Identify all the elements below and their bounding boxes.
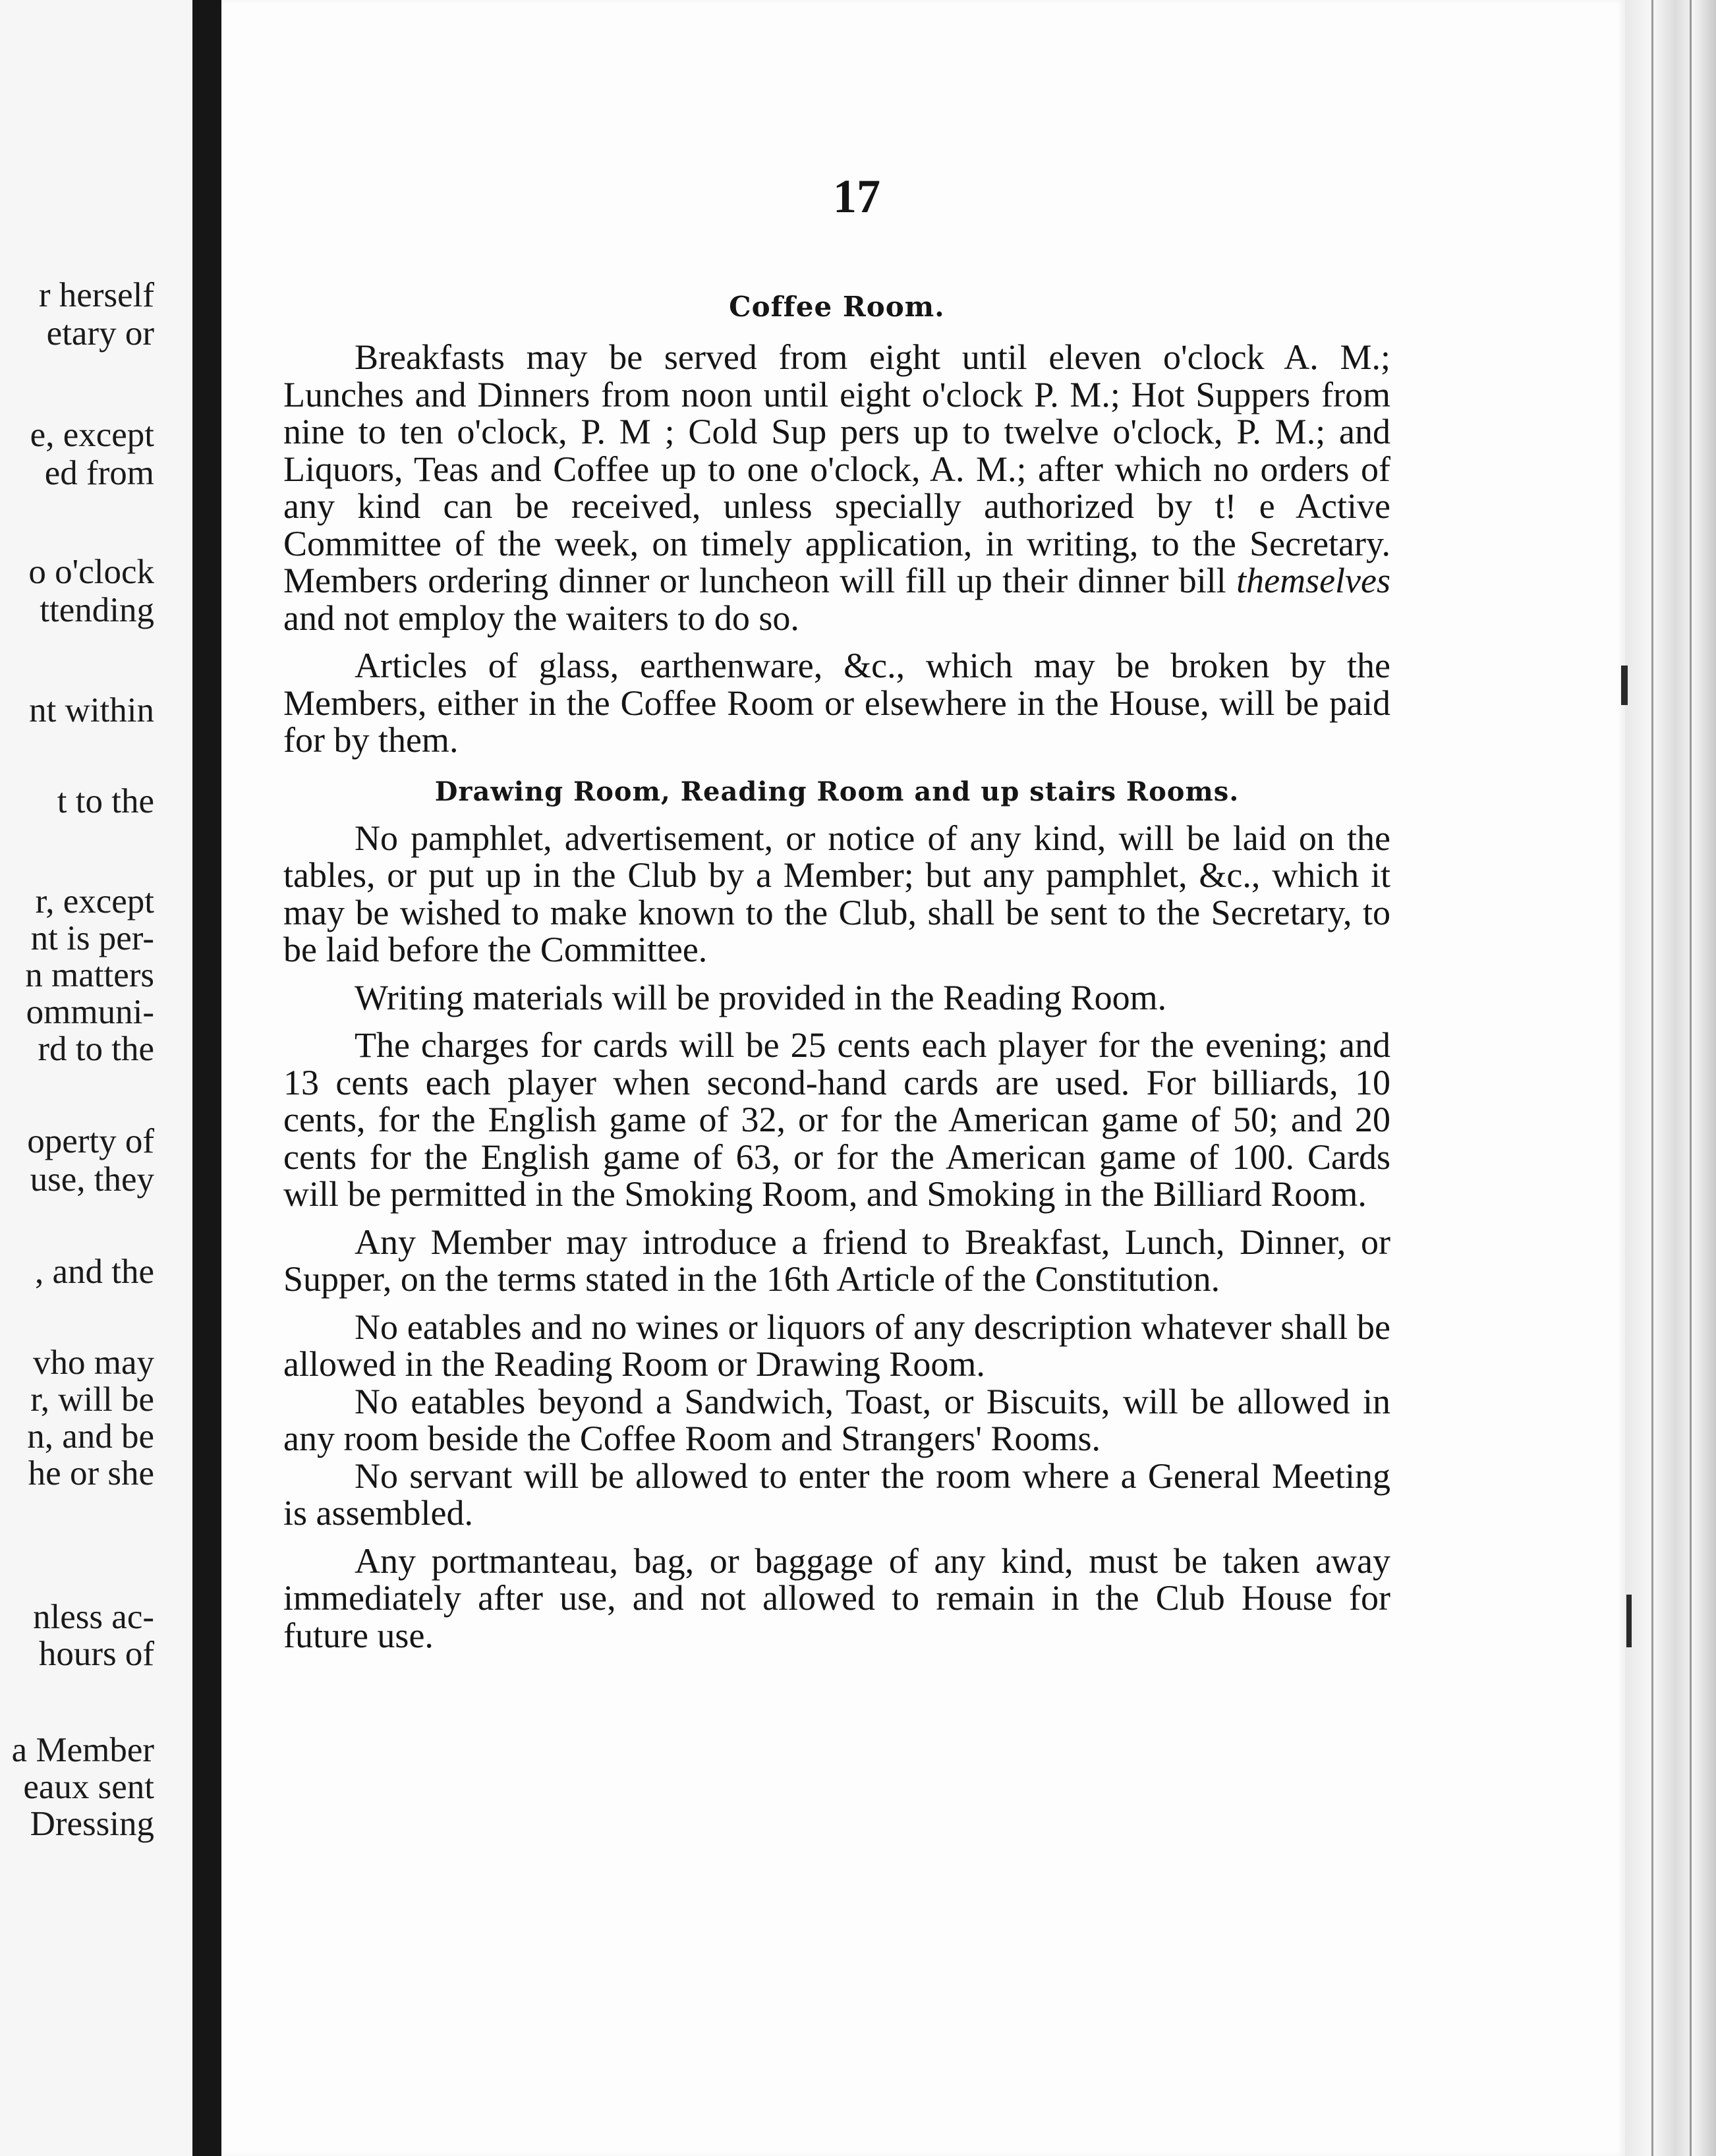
page-edge-line (1690, 0, 1692, 2156)
margin-mark (1621, 666, 1628, 705)
left-page-fragment: ommuni- (26, 993, 154, 1031)
left-page-fragment: t to the (57, 782, 154, 820)
left-page-fragment: r herself (38, 276, 154, 314)
left-page-fragment: nt is per- (30, 919, 154, 957)
left-page-fragment: hours of (38, 1635, 154, 1673)
left-page-fragment: ed from (44, 454, 154, 492)
left-page-fragment: n matters (25, 956, 154, 994)
left-facing-page (0, 0, 191, 2156)
left-page-fragment: o o'clock (28, 553, 154, 591)
left-page-fragment: use, they (30, 1160, 154, 1199)
left-page-fragment: nless ac- (33, 1598, 154, 1636)
paragraph-portmanteau: Any portmanteau, bag, or baggage of any kind, must be taken away immediately after use, and not allowed to remain in the Club House for future use. (283, 1541, 1390, 1655)
left-page-fragment: operty of (27, 1122, 154, 1160)
left-page-fragment: ttending (40, 591, 154, 629)
left-page-fragment: e, except (30, 416, 154, 454)
left-page-fragment: rd to the (38, 1030, 154, 1068)
left-page-fragment: vho may (33, 1344, 154, 1382)
left-page-fragment: , and the (34, 1253, 154, 1291)
paragraph-writing-materials: Writing materials will be provided in the Reading Room. (355, 977, 1167, 1017)
paragraph-breakfasts-tail: and not employ the waiters to do so. (283, 598, 799, 638)
paragraph-no-pamphlet: No pamphlet, advertisement, or notice of any kind, will be laid on the tables, or put up in the Club by a Member; but any pamphlet, &c., which it may be wished to make known to the Club, shall be sent to the Secretary, to be laid before the Committee. (283, 818, 1390, 969)
left-page-fragment: eaux sent (23, 1768, 154, 1806)
left-page-fragment: a Member (11, 1731, 154, 1769)
left-page-fragment: nt within (29, 691, 154, 729)
book-gutter (192, 0, 221, 2156)
paragraph-breakfasts (283, 339, 1390, 637)
margin-mark (1626, 1595, 1632, 1647)
paragraph-card-charges: The charges for cards will be 25 cents each player for the evening; and 13 cents each player when second-hand cards are used. For billiards, 10 cents, for the English game of 32, or for the American game of 50; and 20 cents for the English game of 63, or for the American game of 100. Cards will be permitted in the Smoking Room, and Smoking in the Billiard Room. (283, 1025, 1390, 1214)
left-page-fragment: Dressing (30, 1805, 154, 1843)
section-heading-drawing-room: Drawing Room, Reading Room and up stairs Rooms. (434, 776, 1240, 807)
page-text-block (283, 152, 1390, 1664)
paragraph-no-servant: No servant will be allowed to enter the room where a General Meeting is assembled. (283, 1456, 1390, 1533)
paragraph-no-eatables-sandwich: No eatables beyond a Sandwich, Toast, or Biscuits, will be allowed in any room beside the Coffee Room and Strangers' Rooms. (283, 1381, 1390, 1458)
paragraph-breakfasts-italic: themselves (1236, 561, 1390, 600)
left-page-fragment: r, will be (30, 1380, 154, 1419)
page-edge-line (1651, 0, 1653, 2156)
section-heading-coffee-room: Coffee Room. (729, 291, 945, 323)
paragraph-introduce-friend: Any Member may introduce a friend to Breakfast, Lunch, Dinner, or Supper, on the terms stated in the 16th Article of the Constitution. (283, 1222, 1390, 1299)
paragraph-no-eatables-wines: No eatables and no wines or liquors of any description whatever shall be allowed in the Reading Room or Drawing Room. (283, 1307, 1390, 1384)
paragraph-breakfasts-text: Breakfasts may be served from eight until eleven o'clock A. M.; Lunches and Dinners from noon until eight o'clock P. M.; Hot Suppers from nine to ten o'clock, P. M ; Cold Sup pers up to twelve o'clock, P. M.; and Liquors, Teas and Coffee up to one o'clock, A. M.; after which no orders of any kind can be received, unless specially authorized by t! e Active Committee of the week, on timely application, in writing, to the Secretary. Members ordering dinner or luncheon will fill up their dinner bill (283, 337, 1390, 600)
paragraph-articles-of-glass: Articles of glass, earthenware, &c., which may be broken by the Members, either in the Coffee Room or elsewhere in the House, will be paid for by them. (283, 646, 1390, 760)
left-page-fragment: etary or (46, 314, 154, 353)
left-page-fragment: n, and be (27, 1417, 154, 1456)
left-page-fragment: r, except (35, 882, 154, 921)
page-number: 17 (833, 170, 880, 223)
page-edge (1625, 0, 1716, 2156)
left-page-fragment: he or she (28, 1454, 154, 1492)
